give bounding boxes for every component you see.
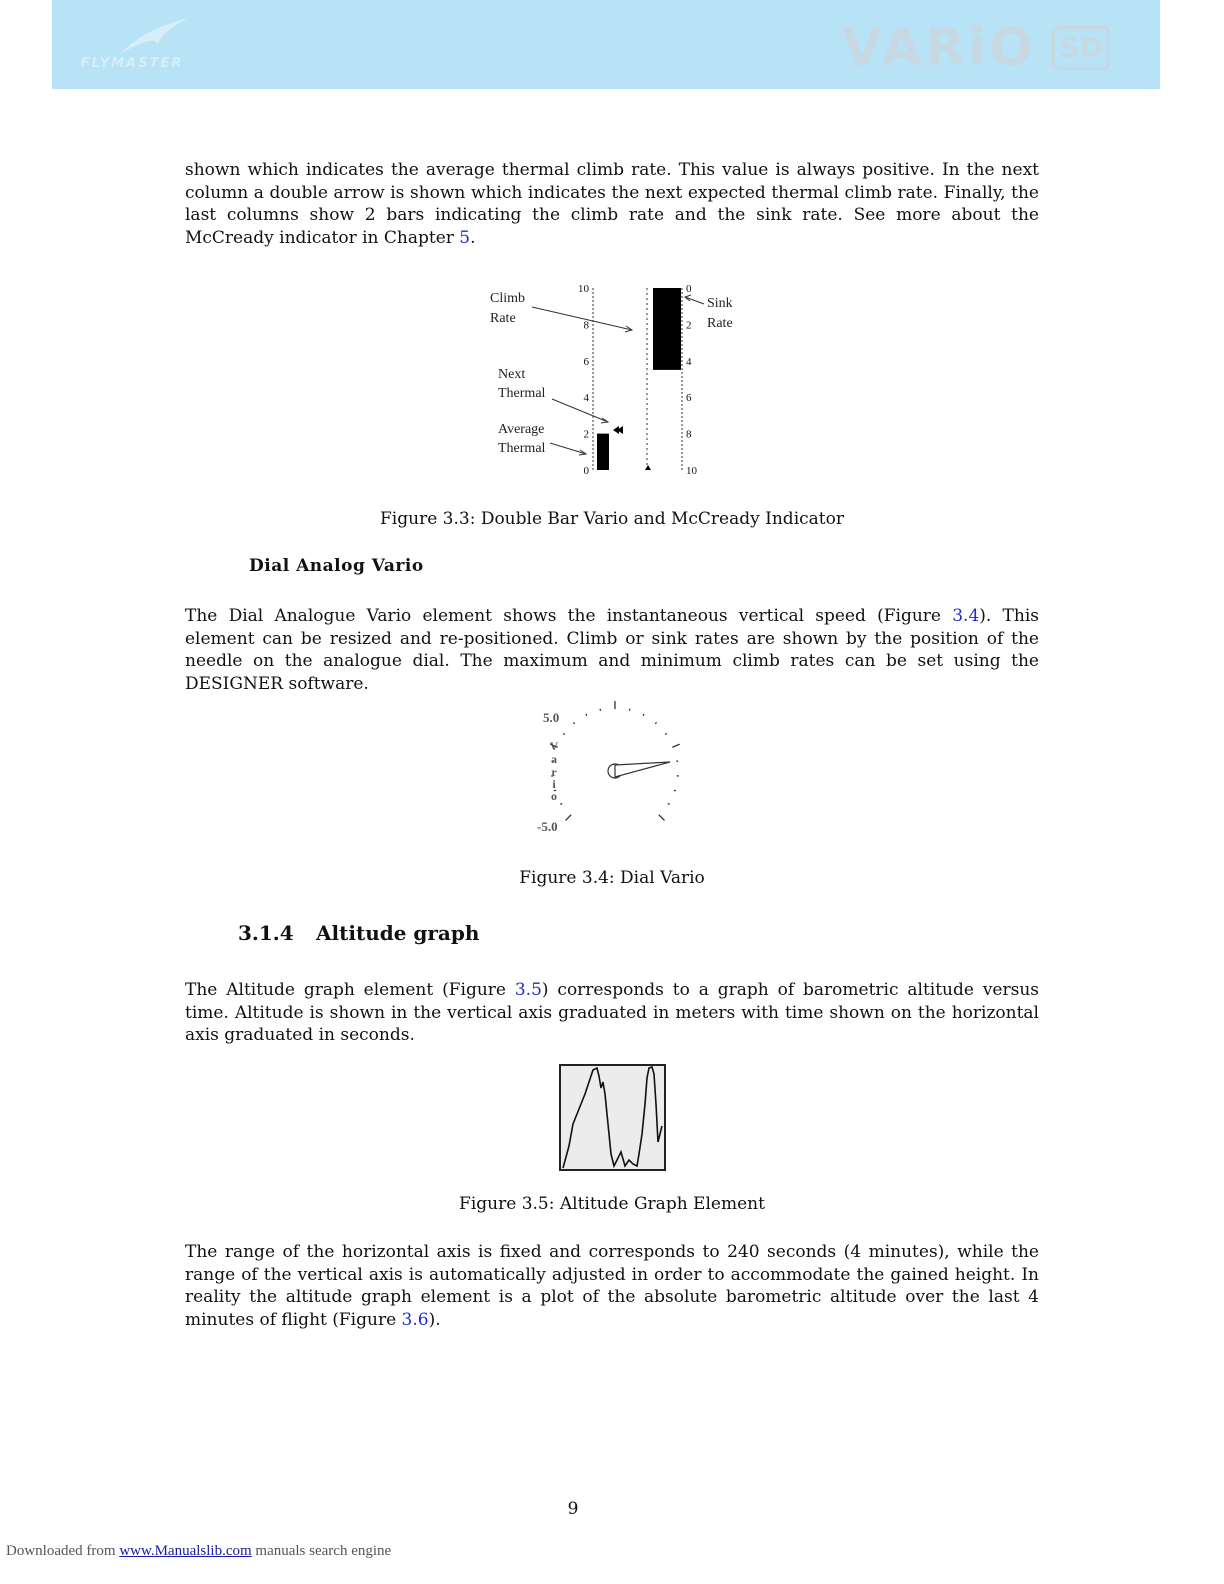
dial-tick [672, 744, 679, 747]
figure-3-3-double-bar-vario [482, 280, 752, 480]
label-climb: Climb [490, 291, 526, 306]
dial-needle [615, 762, 670, 777]
sink-scale-tick-label: 4 [686, 355, 692, 368]
figure-3-4-link[interactable]: 3.4 [952, 606, 980, 626]
sink-scale-tick-label: 6 [686, 392, 692, 405]
dial-tick [566, 815, 572, 821]
dial-title-letter: a [551, 752, 557, 766]
label-sink-rate: Rate [707, 316, 733, 331]
label-average: Average [498, 422, 545, 437]
average-thermal-bar [597, 434, 609, 470]
figure-3-5-link[interactable]: 3.5 [514, 980, 542, 1000]
figure-3-4-caption: Figure 3.4: Dial Vario [519, 868, 705, 888]
dial-tick [563, 733, 565, 734]
label-average-thermal: Thermal [498, 441, 546, 456]
dial-max-label: 5.0 [543, 710, 560, 725]
dial-title-letter: i [552, 777, 556, 791]
section-title: Altitude graph [316, 921, 480, 945]
climb-scale-tick-label: 8 [583, 319, 589, 332]
climb-scale-tick-label: 6 [583, 355, 589, 368]
label-climb-rate: Rate [490, 311, 516, 326]
page-number: 9 [567, 1499, 579, 1519]
sink-scale-tick-label: 2 [686, 319, 692, 332]
section-heading-altitude-graph [238, 921, 479, 945]
dial-min-label: -5.0 [537, 819, 558, 834]
dial-paragraph: The Dial Analogue Vario element shows the instantaneous vertical speed (Figure 3.4). This element can be resized and re-positioned. Climb or sink rates are shown by the position of the needle on the analogue dial. The maximum and minimum climb rates can be set using the DESIGNER software. [185, 606, 1039, 694]
brand-name: FLYMASTER [80, 56, 184, 71]
dial-tick [643, 714, 644, 716]
download-footer: Downloaded from www.Manualslib.com manuals search engine [6, 1543, 392, 1559]
dial-tick [560, 803, 562, 804]
dial-tick [659, 815, 665, 821]
sink-scale-tick-label: 10 [686, 465, 697, 477]
label-sink: Sink [707, 296, 733, 311]
intro-paragraph: shown which indicates the average thermal climb rate. This value is always positive. In the next column a double arrow is shown which indicates the next expected thermal climb rate. Finally, the last columns show 2 bars indicating the climb rate and the sink rate. See more about the McCready indicator in Chapter 5. [185, 160, 1039, 248]
product-logo: VARiO [842, 18, 1037, 78]
figure-3-5-caption: Figure 3.5: Altitude Graph Element [459, 1194, 765, 1214]
dial-tick [668, 803, 670, 804]
dial-title-letter: r [551, 765, 557, 779]
altitude-graph-paragraph: The Altitude graph element (Figure 3.5) corresponds to a graph of barometric altitude versus time. Altitude is shown in the vertical axis graduated in meters with time shown on the horizontal axis graduated in seconds. [185, 980, 1040, 1045]
figure-3-4-dial-vario [530, 695, 700, 845]
climb-scale-tick-label: 4 [583, 392, 589, 405]
dial-tick [655, 722, 656, 724]
dial-tick [674, 790, 676, 791]
dial-title-letter: o [551, 789, 557, 803]
dial-title-letter: V [549, 739, 559, 753]
product-badge: SD [1052, 26, 1110, 70]
climb-scale-tick-label: 2 [583, 428, 589, 441]
climb-scale-tick-label: 0 [583, 465, 589, 477]
sink-rate-bar [653, 288, 681, 370]
figure-3-5-altitude-graph [559, 1064, 666, 1171]
label-next-thermal: Thermal [498, 386, 546, 401]
range-paragraph: The range of the horizontal axis is fixed and corresponds to 240 seconds (4 minutes), while the range of the vertical axis is automatically adjusted in order to accommodate the gained height. In reality the altitude graph element is a plot of the absolute barometric altitude over the last 4 minutes of flight (Figure 3.6). [185, 1242, 1039, 1330]
label-next: Next [498, 367, 526, 382]
chapter-5-link[interactable]: 5 [459, 227, 471, 248]
dial-tick [586, 714, 587, 716]
dial-analog-vario-heading: Dial Analog Vario [249, 556, 424, 576]
flymaster-bird-logo [118, 14, 190, 56]
sink-scale-tick-label: 0 [686, 283, 692, 295]
figure-3-6-link[interactable]: 3.6 [401, 1309, 429, 1330]
section-number: 3.1.4 [238, 921, 294, 945]
dial-tick [665, 733, 667, 734]
manualslib-link[interactable]: www.Manualslib.com [119, 1543, 252, 1559]
sink-scale-tick-label: 8 [686, 428, 692, 441]
climb-scale-tick-label: 10 [578, 283, 589, 295]
figure-3-3-caption: Figure 3.3: Double Bar Vario and McCready Indicator [380, 509, 844, 529]
dial-tick [573, 722, 574, 724]
next-thermal-double-arrow [613, 426, 623, 434]
